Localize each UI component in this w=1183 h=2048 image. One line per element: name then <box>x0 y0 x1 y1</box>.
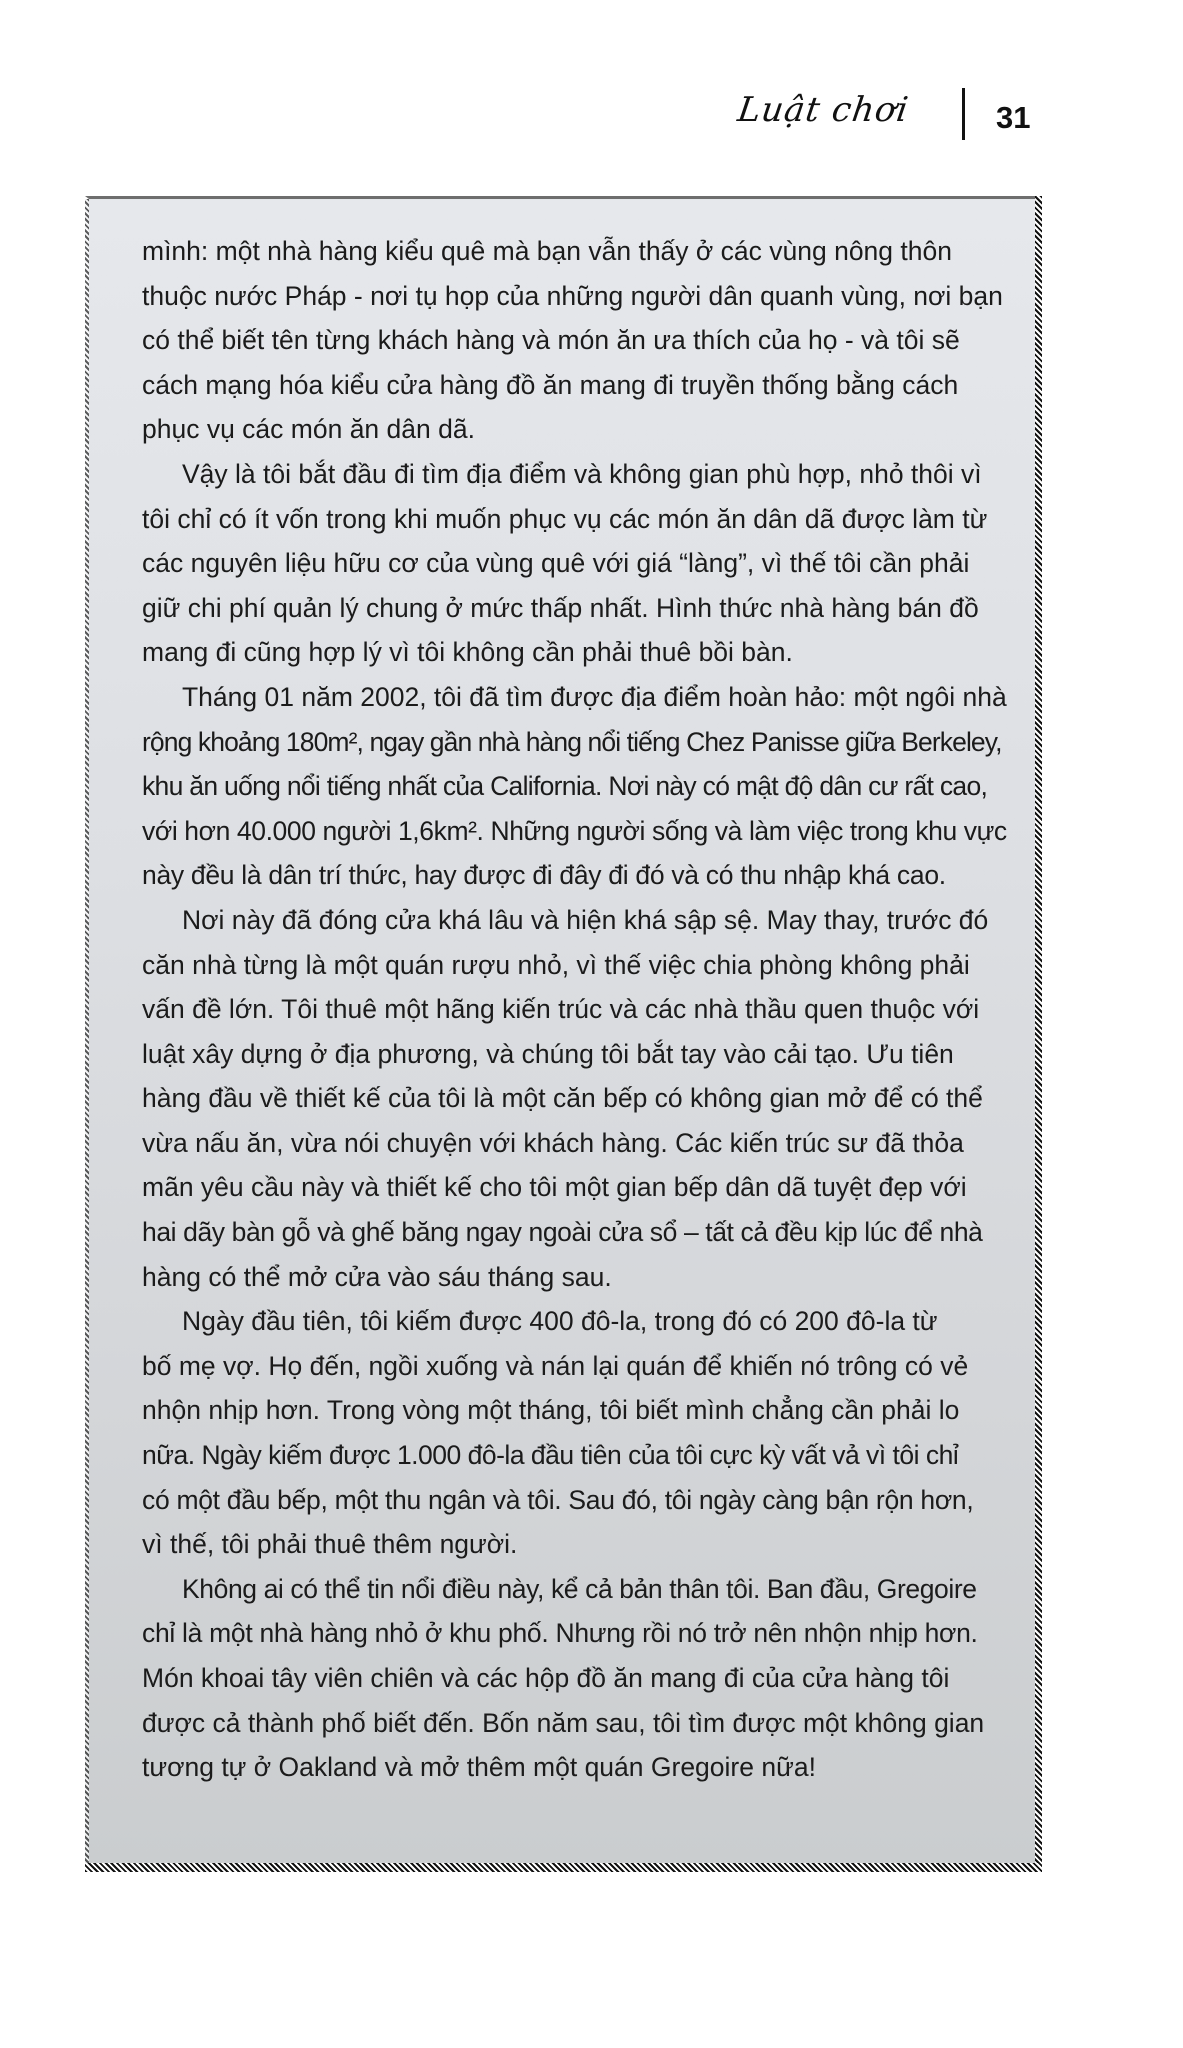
text-line: tương tự ở Oakland và mở thêm một quán Gregoire nữa! <box>142 1752 816 1783</box>
text-line: nhộn nhịp hơn. Trong vòng một tháng, tôi biết mình chẳng cần phải lo <box>142 1395 960 1426</box>
text-line: khu ăn uống nổi tiếng nhất của California. Nơi này có mật độ dân cư rất cao, <box>142 771 988 802</box>
text-line: Tháng 01 năm 2002, tôi đã tìm được địa điểm hoàn hảo: một ngôi nhà <box>182 681 1007 712</box>
text-line: vấn đề lớn. Tôi thuê một hãng kiến trúc và các nhà thầu quen thuộc với <box>142 994 980 1025</box>
text-line: này đều là dân trí thức, hay được đi đây đi đó và có thu nhập khá cao. <box>142 860 946 891</box>
text-line: Nơi này đã đóng cửa khá lâu và hiện khá sập sệ. May thay, trước đó <box>182 904 989 935</box>
text-line: vừa nấu ăn, vừa nói chuyện với khách hàng. Các kiến trúc sư đã thỏa <box>142 1127 964 1158</box>
chapter-title: Luật chơi <box>735 90 912 130</box>
text-line: căn nhà từng là một quán rượu nhỏ, vì thế việc chia phòng không phải <box>142 949 970 980</box>
text-line: với hơn 40.000 người 1,6km². Những người sống và làm việc trong khu vực <box>142 815 1007 846</box>
text-line: mình: một nhà hàng kiểu quê mà bạn vẫn thấy ở các vùng nông thôn <box>142 236 952 266</box>
text-line: thuộc nước Pháp - nơi tụ họp của những người dân quanh vùng, nơi bạn <box>142 280 1003 311</box>
paragraph-3 <box>142 675 1007 898</box>
text-line: cách mạng hóa kiểu cửa hàng đồ ăn mang đi truyền thống bằng cách <box>142 369 959 400</box>
box-border-right <box>1035 196 1042 1872</box>
text-line: rộng khoảng 180m², ngay gần nhà hàng nổi tiếng Chez Panisse giữa Berkeley, <box>142 726 1002 757</box>
text-line: các nguyên liệu hữu cơ của vùng quê với giá “làng”, vì thế tôi cần phải <box>142 548 970 579</box>
text-line: phục vụ các món ăn dân dã. <box>142 414 475 445</box>
paragraph-1 <box>142 229 1003 452</box>
paragraph-6 <box>142 1567 992 1790</box>
text-line: có một đầu bếp, một thu ngân và tôi. Sau đó, tôi ngày càng bận rộn hơn, <box>142 1484 974 1515</box>
box-border-bottom <box>85 1863 1042 1872</box>
text-line: Không ai có thể tin nổi điều này, kể cả bản thân tôi. Ban đầu, Gregoire <box>182 1573 977 1604</box>
text-line: được cả thành phố biết đến. Bốn năm sau, tôi tìm được một không gian <box>142 1707 985 1738</box>
running-head <box>0 88 1183 144</box>
text-line: mang đi cũng hợp lý vì tôi không cần phải thuê bồi bàn. <box>142 637 793 668</box>
paragraph-4 <box>142 898 992 1299</box>
excerpt-body <box>142 229 1007 1790</box>
text-line: Ngày đầu tiên, tôi kiếm được 400 đô-la, trong đó có 200 đô-la từ <box>182 1306 938 1337</box>
header-divider <box>962 88 965 140</box>
text-line: hàng đầu về thiết kế của tôi là một căn bếp có không gian mở để có thể <box>142 1083 983 1114</box>
paragraph-5 <box>142 1299 992 1567</box>
text-line: chỉ là một nhà hàng nhỏ ở khu phố. Nhưng rồi nó trở nên nhộn nhịp hơn. <box>142 1618 978 1649</box>
text-line: Vậy là tôi bắt đầu đi tìm địa điểm và không gian phù hợp, nhỏ thôi vì <box>182 458 982 489</box>
text-line: giữ chi phí quản lý chung ở mức thấp nhất. Hình thức nhà hàng bán đồ <box>142 592 979 623</box>
text-line: bố mẹ vợ. Họ đến, ngồi xuống và nán lại quán để khiến nó trông có vẻ <box>142 1350 969 1381</box>
text-line: hàng có thể mở cửa vào sáu tháng sau. <box>142 1261 612 1292</box>
box-border-left <box>85 199 89 1872</box>
text-line: tôi chỉ có ít vốn trong khi muốn phục vụ các món ăn dân dã được làm từ <box>142 503 988 534</box>
text-line: có thể biết tên từng khách hàng và món ăn ưa thích của họ - và tôi sẽ <box>142 325 960 356</box>
paragraph-2 <box>142 452 992 675</box>
text-line: hai dãy bàn gỗ và ghế băng ngay ngoài cửa sổ – tất cả đều kịp lúc để nhà <box>142 1217 983 1248</box>
text-line: mãn yêu cầu này và thiết kế cho tôi một gian bếp dân dã tuyệt đẹp với <box>142 1172 967 1203</box>
text-line: nữa. Ngày kiếm được 1.000 đô-la đầu tiên của tôi cực kỳ vất vả vì tôi chỉ <box>142 1440 959 1471</box>
text-line: vì thế, tôi phải thuê thêm người. <box>142 1529 518 1560</box>
page-number: 31 <box>996 100 1031 135</box>
text-line: luật xây dựng ở địa phương, và chúng tôi bắt tay vào cải tạo. Ưu tiên <box>142 1038 954 1069</box>
boxed-excerpt <box>85 196 1042 1872</box>
text-line: Món khoai tây viên chiên và các hộp đồ ăn mang đi của cửa hàng tôi <box>142 1663 950 1693</box>
